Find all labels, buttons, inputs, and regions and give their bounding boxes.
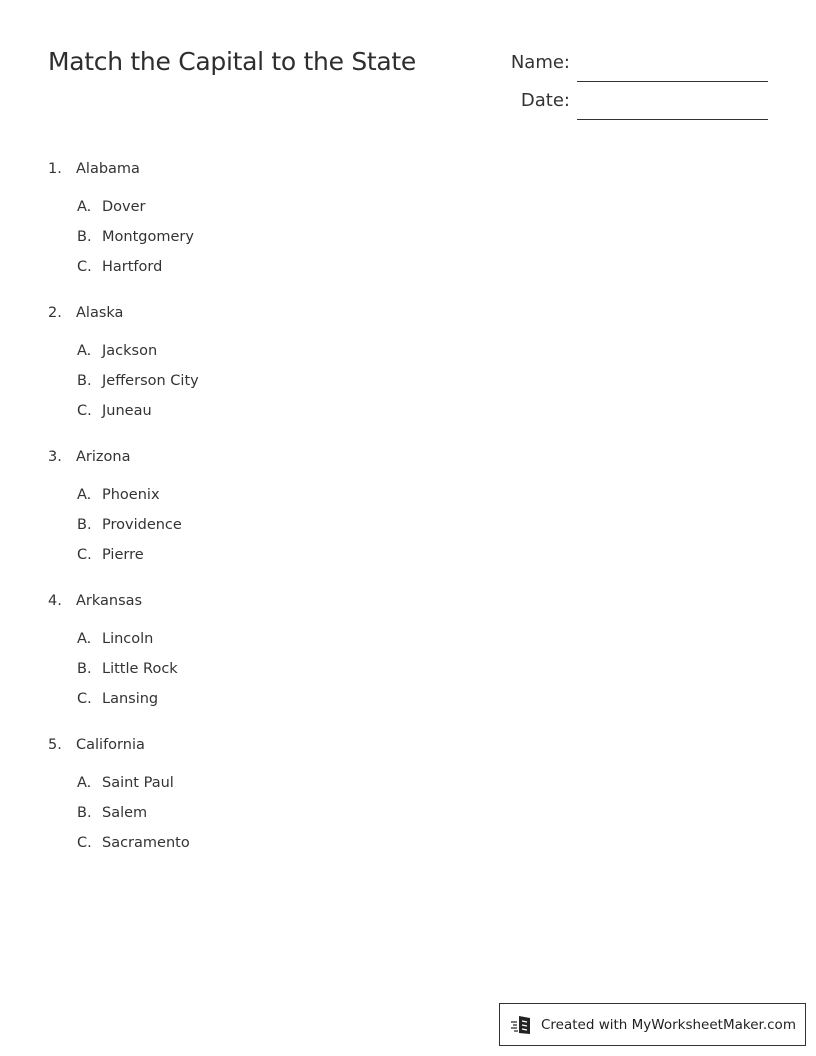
question-number: 3. (48, 449, 62, 465)
option-letter: C. (77, 403, 92, 419)
page-title: Match the Capital to the State (48, 47, 417, 76)
option-text: Hartford (102, 259, 163, 275)
option-letter: B. (77, 661, 92, 677)
date-line[interactable] (577, 119, 768, 120)
date-field (460, 90, 768, 120)
option-letter: C. (77, 547, 92, 563)
question-number: 4. (48, 593, 62, 609)
option-text: Lincoln (102, 631, 154, 647)
option-letter: C. (77, 259, 92, 275)
option-letter: A. (77, 199, 92, 215)
option-letter: C. (77, 835, 92, 851)
option-text: Phoenix (102, 487, 160, 503)
option-text: Little Rock (102, 661, 178, 677)
question-text: Arkansas (76, 593, 143, 609)
option-text: Salem (102, 805, 148, 821)
question-number: 2. (48, 305, 62, 321)
question-text: Alabama (76, 161, 140, 177)
option-text: Jefferson City (102, 373, 199, 389)
question-number: 1. (48, 161, 62, 177)
option-text: Jackson (102, 343, 158, 359)
option-letter: B. (77, 805, 92, 821)
question-number: 5. (48, 737, 62, 753)
date-label: Date: (520, 90, 570, 111)
name-label: Name: (510, 52, 570, 73)
question-text: Alaska (76, 305, 124, 321)
option-letter: A. (77, 775, 92, 791)
option-text: Montgomery (102, 229, 194, 245)
footer-text: Created with MyWorksheetMaker.com (541, 1016, 796, 1033)
option-text: Saint Paul (102, 775, 174, 791)
option-letter: A. (77, 487, 92, 503)
name-field (460, 52, 768, 82)
option-letter: C. (77, 691, 92, 707)
option-text: Juneau (102, 403, 152, 419)
footer-badge (499, 1003, 806, 1046)
question-text: Arizona (76, 449, 131, 465)
option-text: Providence (102, 517, 182, 533)
name-line[interactable] (577, 81, 768, 82)
question-text: California (76, 737, 145, 753)
option-letter: B. (77, 517, 92, 533)
worksheet-maker-logo-icon (510, 1014, 534, 1036)
option-letter: A. (77, 631, 92, 647)
option-text: Pierre (102, 547, 144, 563)
option-letter: B. (77, 229, 92, 245)
option-letter: A. (77, 343, 92, 359)
option-letter: B. (77, 373, 92, 389)
option-text: Lansing (102, 691, 159, 707)
option-text: Sacramento (102, 835, 190, 851)
option-text: Dover (102, 199, 146, 215)
